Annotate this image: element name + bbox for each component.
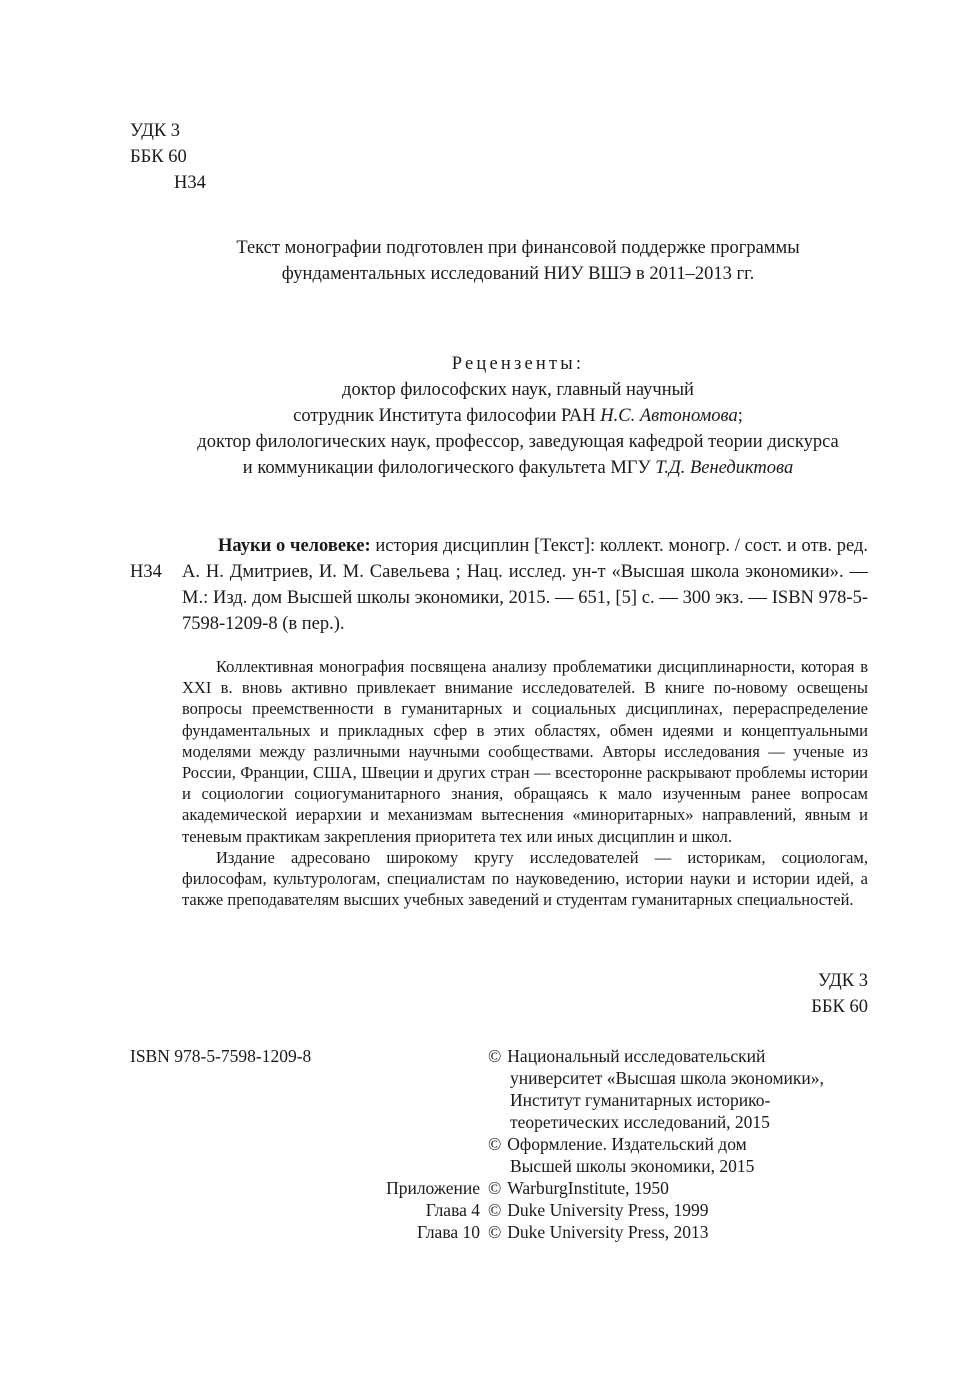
copyright-entry: [340, 1199, 880, 1221]
copyright-entry: [340, 1133, 880, 1177]
copyright-line: теоретических исследований, 2015: [510, 1112, 770, 1132]
copyright-entry: [340, 1177, 880, 1199]
udk-code: УДК 3: [130, 121, 181, 141]
classification-codes-top: [130, 118, 206, 196]
copyright-symbol: ©: [488, 1046, 502, 1066]
udk-code-bottom: УДК 3: [817, 971, 868, 991]
annotation: [182, 656, 868, 910]
reviewer-line-1: доктор философских наук, главный научный: [342, 380, 694, 400]
copyright-label: Приложение: [386, 1178, 480, 1198]
copyright-line: Duke University Press, 2013: [507, 1222, 709, 1242]
copyright-symbol: ©: [488, 1200, 502, 1220]
copyright-list: [340, 1045, 880, 1243]
reviewer-line-4: [130, 455, 906, 481]
reviewer-line-2: [130, 403, 906, 429]
biblio-author-mark: Н34: [130, 562, 162, 582]
classification-codes-bottom: [811, 968, 868, 1020]
reviewers-block: [130, 351, 906, 481]
copyright-label: Глава 4: [425, 1200, 480, 1220]
reviewer-line-3: доктор филологических наук, профессор, заведующая кафедрой теории дискурса: [197, 432, 839, 452]
copyright-symbol: ©: [488, 1134, 502, 1154]
biblio-details: история дисциплин [Текст]: коллект. моногр. / сост. и отв. ред. А. Н. Дмитриев, И. М. Савельева ; Нац. исслед. ун-т «Высшая школа экономики». — М.: Изд. дом Высшей школы экономики, 2015. — 651, [5] с. — 300 экз. — ISBN 978-5-7598-1209-8 (в пер.).: [182, 536, 868, 634]
copyright-line: WarburgInstitute, 1950: [507, 1178, 669, 1198]
isbn: ISBN 978-5-7598-1209-8: [130, 1046, 312, 1066]
copyright-line: Высшей школы экономики, 2015: [510, 1156, 755, 1176]
annotation-paragraph-2: Издание адресовано широкому кругу исследователей — историкам, социологам, философам, культурологам, специалистам по науковедению, истории науки и истории идей, а также преподавателям высших учебных заведений и студентам гуманитарных специальностей.: [182, 847, 868, 910]
copyright-line: Оформление. Издательский дом: [507, 1134, 747, 1154]
copyright-symbol: ©: [488, 1178, 502, 1198]
copyright-label: [340, 1045, 488, 1133]
copyright-line: Duke University Press, 1999: [507, 1200, 709, 1220]
bibliographic-record: [130, 533, 868, 637]
reviewer-line-4-prefix: и коммуникации филологического факультета МГУ: [242, 458, 656, 478]
copyright-entry: [340, 1221, 880, 1243]
reviewer-line-2-suffix: ;: [737, 406, 743, 426]
copyright-label: [340, 1133, 488, 1177]
copyright-line: Институт гуманитарных историко-: [510, 1090, 771, 1110]
book-title: Науки о человеке:: [218, 536, 371, 556]
copyright-entry: [340, 1045, 880, 1133]
bbk-code: ББК 60: [130, 147, 187, 167]
bbk-code-bottom: ББК 60: [811, 997, 868, 1017]
reviewer-name-1: Н.С. Автономова: [600, 406, 738, 426]
biblio-text: [182, 533, 868, 637]
copyright-symbol: ©: [488, 1222, 502, 1242]
copyright-label: Глава 10: [417, 1222, 480, 1242]
reviewers-heading: Рецензенты:: [451, 354, 585, 374]
reviewer-name-2: Т.Д. Венедиктова: [655, 458, 794, 478]
copyright-line: Национальный исследовательский: [507, 1046, 766, 1066]
author-sign: Н34: [174, 173, 206, 193]
funding-note: [130, 235, 906, 287]
reviewer-line-2-prefix: сотрудник Института философии РАН: [293, 406, 601, 426]
copyright-line: университет «Высшая школа экономики»,: [510, 1068, 824, 1088]
funding-line-2: фундаментальных исследований НИУ ВШЭ в 2011–2013 гг.: [281, 264, 755, 284]
annotation-paragraph-1: Коллективная монография посвящена анализу проблематики дисциплинарности, которая в XXI в. вновь активно привлекает внимание исследователей. В книге по-новому освещены вопросы преемственности в гуманитарных и социальных дисциплинах, перераспределение фундаментальных и прикладных сфер в этих областях, обмен идеями и концептуальными моделями между различными научными сообществами. Авторы исследования — ученые из России, Франции, США, Швеции и других стран — всесторонне раскрывают проблемы истории и социологии социогуманитарного знания, обращаясь к мало изученным ранее вопросам академической иерархии и механизмам вытеснения «миноритарных» направлений, явным и теневым практикам закрепления приоритета тех или иных дисциплин и школ.: [182, 657, 868, 846]
funding-line-1: Текст монографии подготовлен при финансовой поддержке программы: [236, 238, 800, 258]
